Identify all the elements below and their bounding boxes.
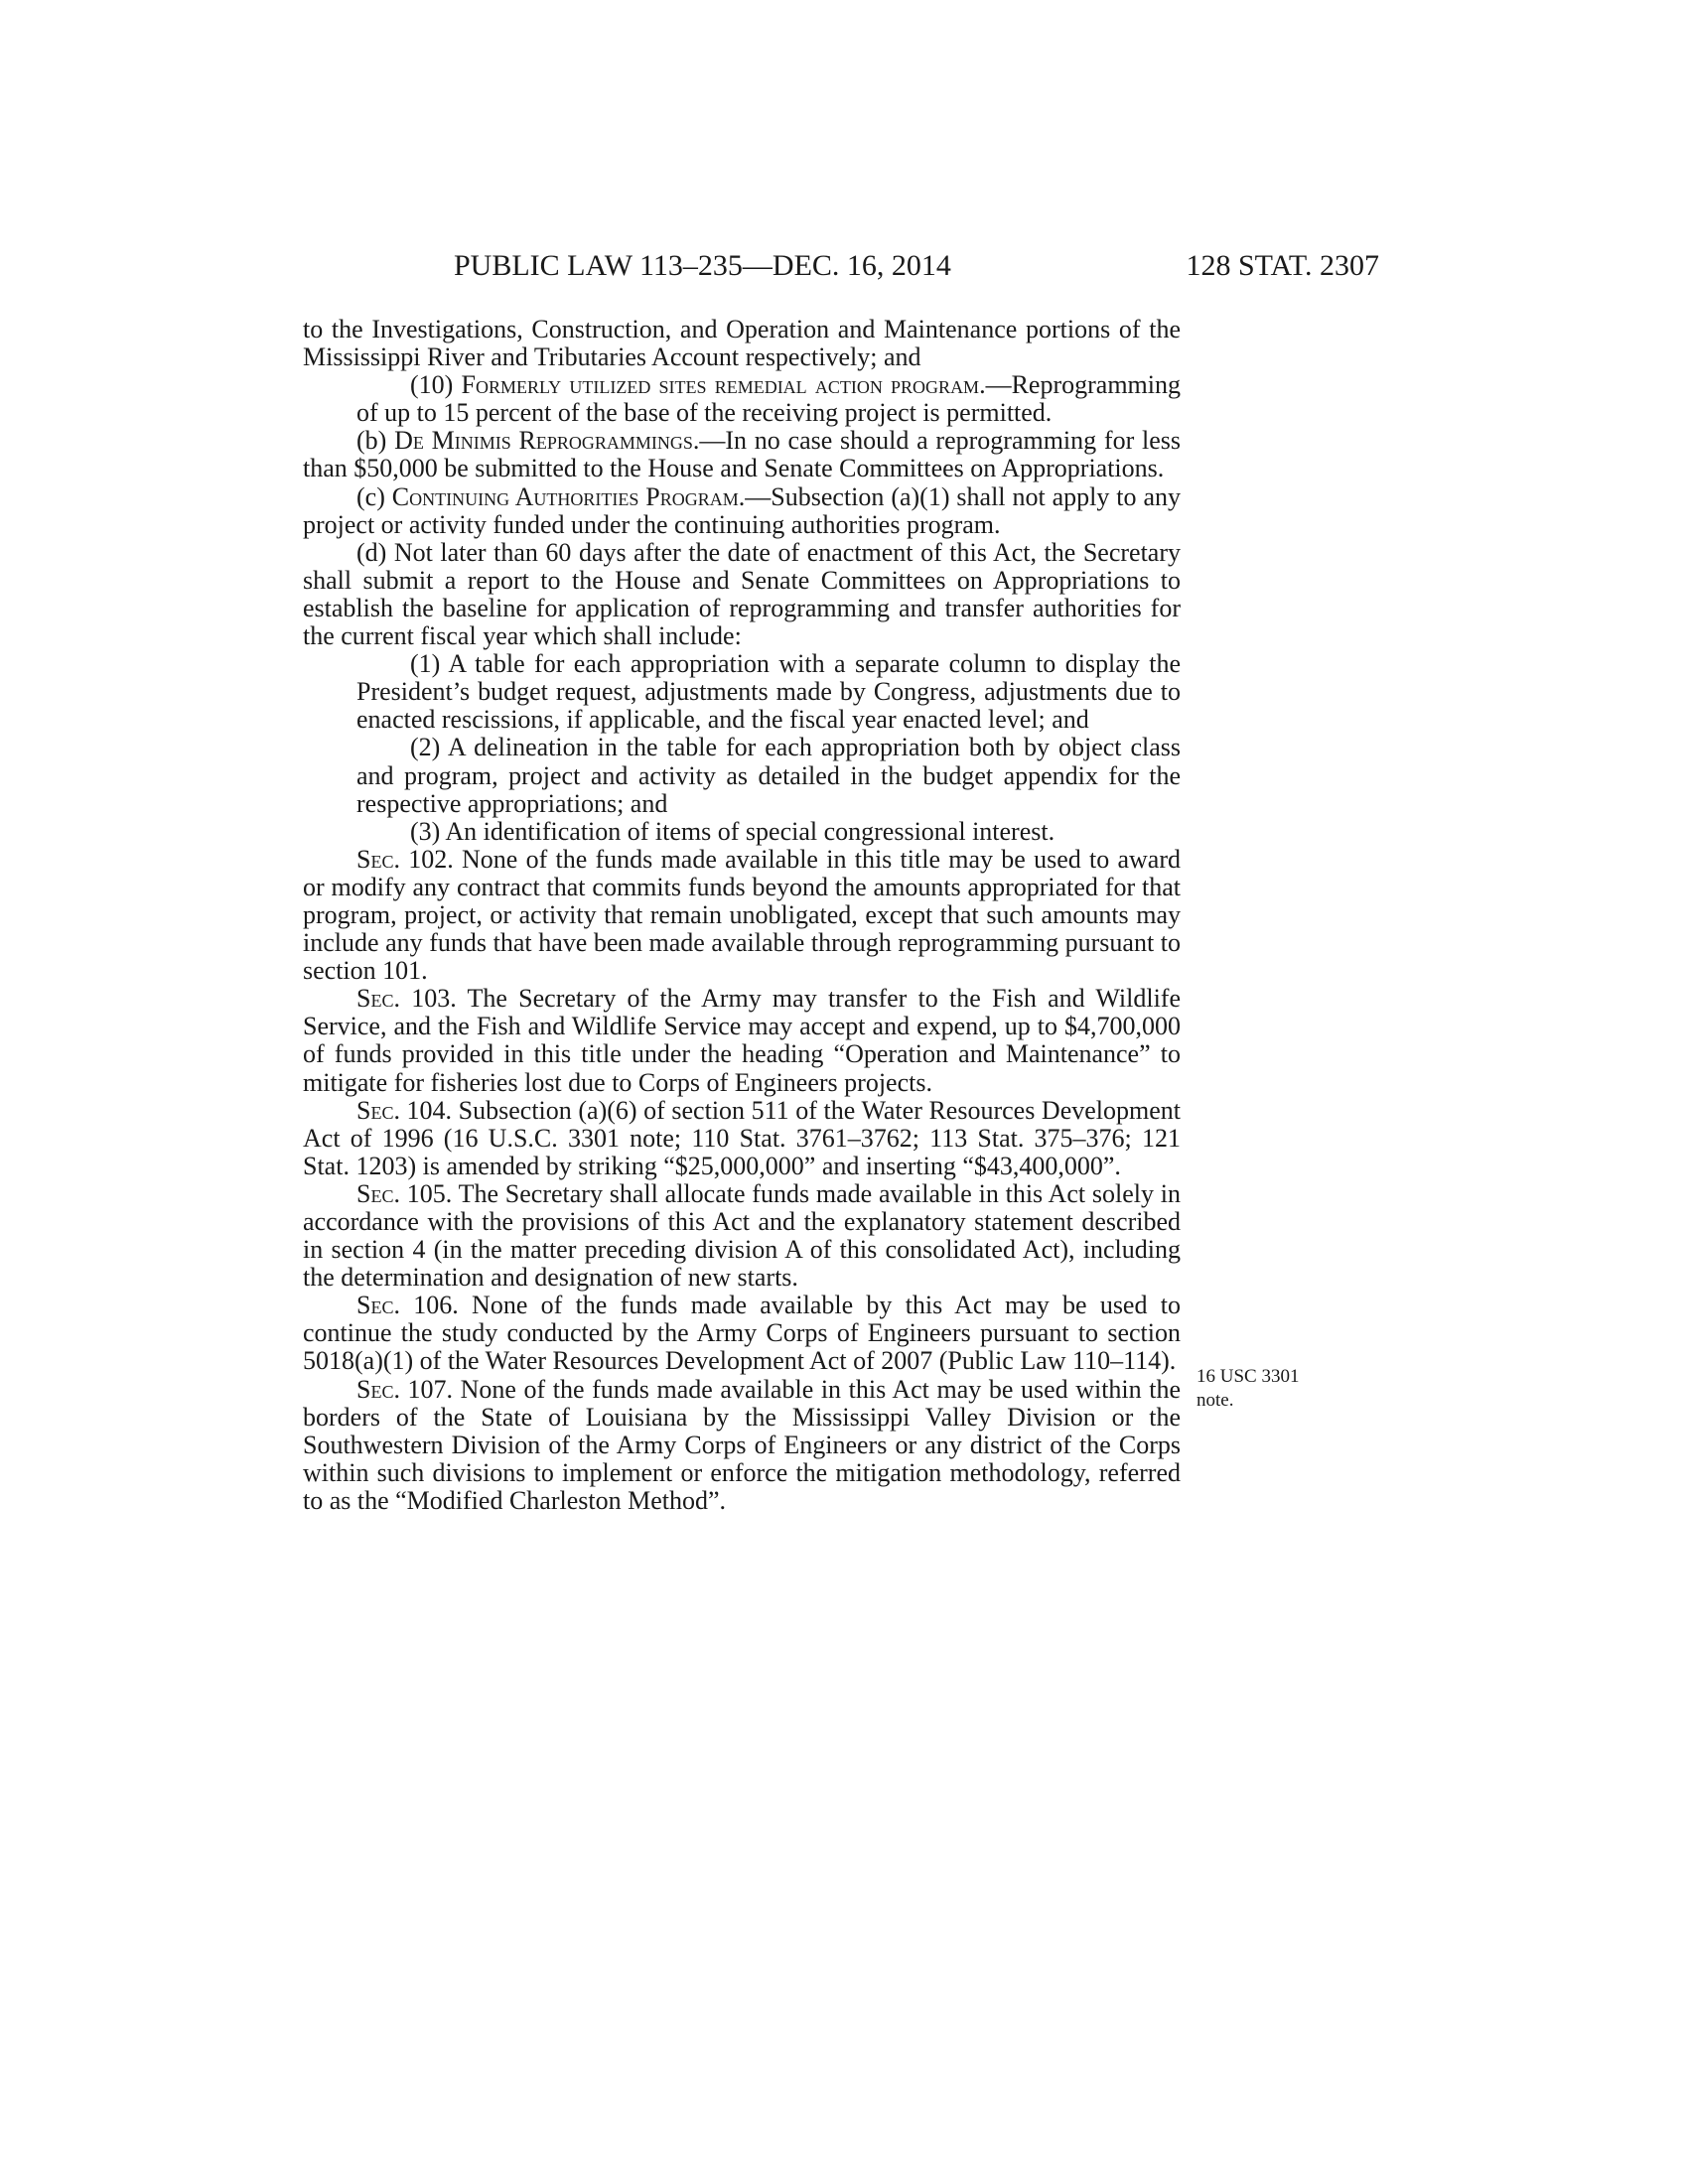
section-105 bbox=[303, 1180, 1181, 1292]
paragraph-heading: De Minimis Reprogrammings. bbox=[394, 426, 700, 456]
paragraph-d-3: (3) An identification of items of special congressional interest. bbox=[410, 816, 1055, 846]
section-text: The Secretary of the Army may transfer to the Fish and Wildlife Service, and the Fish and Wildlife Service may accept and expend, up to $4,700,000 of funds provided in this title under the heading “Operation and Maintenance” to mitigate for fisheries lost due to Corps of Engineers projects. bbox=[303, 984, 1182, 1097]
paragraph-b bbox=[303, 427, 1181, 482]
margin-note-citation: 16 USC 3301 bbox=[1196, 1366, 1300, 1387]
paragraph-continuation: to the Investigations, Construction, and Operation and Maintenance portions of the Mississippi River and Tributaries Account respectively; and bbox=[303, 315, 1181, 372]
section-104 bbox=[303, 1097, 1181, 1180]
paragraph-d-2: (2) A delineation in the table for each appropriation both by object class and program, project and activity as detailed in the budget appendix for the respective appropriations; and bbox=[356, 733, 1181, 818]
section-text: None of the funds made available in this title may be used to award or modify any contract that commits funds beyond the amounts appropriated for that program, project, or activity that remain unobligated, except that such amounts may include any funds that have been made available through reprogramming pursuant to section 101. bbox=[303, 844, 1181, 986]
margin-citation-note bbox=[1196, 1365, 1345, 1413]
section-107 bbox=[303, 1376, 1181, 1515]
paragraph-text: —In no case should a reprogramming for less than $50,000 be submitted to the House and Senate Committees on Appropriations. bbox=[303, 426, 1181, 483]
paragraph-heading: Continuing Authorities Program. bbox=[391, 481, 746, 511]
section-label: Sec. 107. bbox=[356, 1374, 454, 1404]
section-106 bbox=[303, 1292, 1181, 1375]
section-label: Sec. 105. bbox=[356, 1178, 453, 1208]
running-header bbox=[454, 246, 1379, 286]
paragraph-label: (c) bbox=[356, 481, 392, 511]
section-label: Sec. 102. bbox=[356, 844, 454, 874]
paragraph-10 bbox=[303, 371, 1181, 427]
section-text: None of the funds made available in this Act may be used within the borders of the State of Louisiana by the Mississippi Valley Division or the Southwestern Division of the Army Corps of Engineers or any district of the Corps within such divisions to implement or enforce the mitigation methodology, referred to as the “Modified Charleston Method”. bbox=[303, 1374, 1182, 1515]
paragraph-text: —Reprogramming of up to 15 percent of the base of the receiving project is permitted. bbox=[356, 370, 1181, 428]
section-label: Sec. 104. bbox=[356, 1095, 453, 1125]
paragraph-text: —Subsection (a)(1) shall not apply to any project or activity funded under the continuing authorities program. bbox=[303, 481, 1181, 539]
section-102 bbox=[303, 846, 1181, 985]
section-label: Sec. 103. bbox=[356, 984, 457, 1014]
paragraph-c bbox=[303, 483, 1181, 539]
paragraph-d: (d) Not later than 60 days after the date of enactment of this Act, the Secretary shall submit a report to the House and Senate Committees on Appropriations to establish the baseline for application of reprogramming and transfer authorities for the current fiscal year which shall include: bbox=[303, 537, 1181, 651]
section-103 bbox=[303, 985, 1181, 1096]
paragraph-d-1: (1) A table for each appropriation with a separate column to display the President’s budget request, adjustments made by Congress, adjustments due to enacted rescissions, if applicable, and the fiscal year enacted level; and bbox=[356, 649, 1181, 735]
section-text: The Secretary shall allocate funds made available in this Act solely in accordance with the provisions of this Act and the explanatory statement described in section 4 (in the matter preceding division A of this consolidated Act), including the determination and designation of new starts. bbox=[303, 1178, 1181, 1293]
section-label: Sec. 106. bbox=[356, 1291, 459, 1320]
section-text: None of the funds made available by this Act may be used to continue the study conducted by the Army Corps of Engineers pursuant to section 5018(a)(1) of the Water Resources Development Act of 2007 (Public Law 110–114). bbox=[303, 1291, 1181, 1376]
paragraph-heading: (10) Formerly utilized sites remedial action program. bbox=[410, 370, 986, 400]
margin-note-suffix: note. bbox=[1196, 1390, 1234, 1411]
paragraph-label: (b) bbox=[356, 426, 395, 456]
document-body bbox=[303, 316, 1181, 1515]
public-law-header: PUBLIC LAW 113–235—DEC. 16, 2014 bbox=[454, 249, 951, 282]
statute-page-number: 128 STAT. 2307 bbox=[1186, 249, 1379, 282]
section-text: Subsection (a)(6) of section 511 of the Water Resources Development Act of 1996 (16 U.S.C. 3301 note; 110 Stat. 3761–3762; 113 Stat. 375–376; 121 Stat. 1203) is amended by striking “$25,000,000” and inserting “$43,400,000”. bbox=[303, 1095, 1181, 1180]
